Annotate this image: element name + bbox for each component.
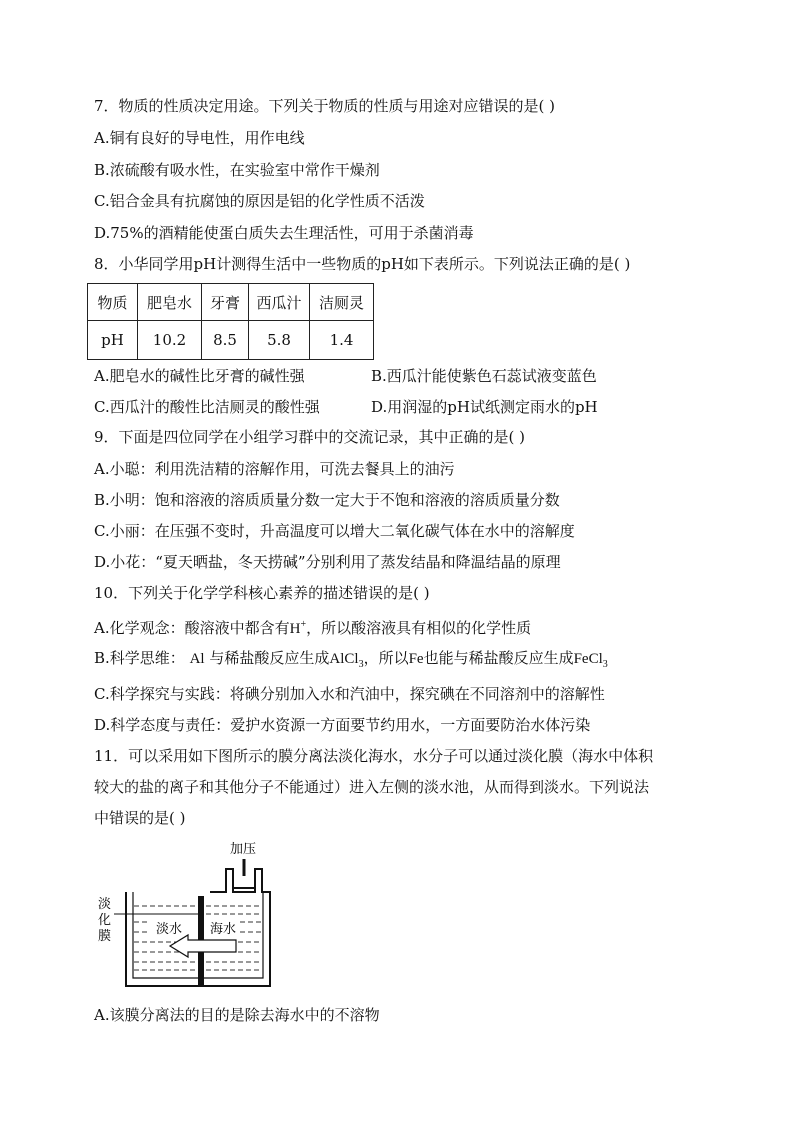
ph-table-value-row: [88, 321, 374, 360]
q10-b-alcl: AlCl: [329, 651, 359, 667]
ph-table-header: 洁厕灵: [310, 284, 374, 321]
q9-option-b: B.小明：饱和溶液的溶质质量分数一定大于不饱和溶液的溶质质量分数: [94, 491, 560, 509]
q7-option-d: D.75%的酒精能使蛋白质失去生理活性，可用于杀菌消毒: [94, 224, 474, 242]
q10-b-fe: Fe: [408, 651, 424, 667]
q8-stem: 8．小华同学用pH计测得生活中一些物质的pH如下表所示。下列说法正确的是( ): [94, 255, 631, 273]
q10-a-tail: ，所以酸溶液具有相似的化学性质: [306, 619, 532, 637]
q11-stem-line2: 较大的盐的离子和其他分子不能通过）进入左侧的淡水池，从而得到淡水。下列说法: [94, 778, 650, 796]
q10-b-fecl: FeCl: [573, 651, 603, 667]
q7-option-b: B.浓硫酸有吸水性，在实验室中常作干燥剂: [94, 161, 380, 179]
q11-stem-line1: 11．可以采用如下图所示的膜分离法淡化海水，水分子可以通过淡化膜（海水中体积: [94, 747, 654, 765]
q8-option-a: A.肥皂水的碱性比牙膏的碱性强: [94, 367, 305, 385]
ph-table: [87, 283, 374, 360]
ph-table-cell: 1.4: [310, 321, 374, 360]
ph-table-header-row: [88, 284, 374, 321]
q9-option-d: D.小花：“夏天晒盐，冬天捞碱”分别利用了蒸发结晶和降温结晶的原理: [94, 553, 561, 571]
ph-table-cell: 5.8: [249, 321, 310, 360]
q10-b-alcl-sub: 3: [358, 659, 364, 670]
membrane-figure: [90, 836, 280, 996]
q10-a-ion-charge: +: [300, 619, 307, 630]
q10-b-al: Al: [189, 651, 205, 667]
q10-option-b: [94, 648, 608, 675]
q8-option-c: C.西瓜汁的酸性比洁厕灵的酸性强: [94, 398, 320, 416]
ph-table-row-label: pH: [88, 321, 138, 360]
q10-option-a: [94, 615, 531, 639]
q11-option-a: A.该膜分离法的目的是除去海水中的不溶物: [94, 1006, 380, 1024]
q8-option-b: B.西瓜汁能使紫色石蕊试液变蓝色: [371, 367, 597, 385]
ph-table-header: 肥皂水: [138, 284, 202, 321]
q8-option-d: D.用润湿的pH试纸测定雨水的pH: [371, 398, 598, 416]
ph-table-header: 物质: [88, 284, 138, 321]
ph-table-cell: 8.5: [202, 321, 249, 360]
q10-b-text: B.科学思维：: [94, 649, 185, 667]
ph-table-cell: 10.2: [138, 321, 202, 360]
q10-a-ion: H: [289, 621, 301, 637]
q10-b-mid1: 与稀盐酸反应生成: [209, 649, 330, 667]
fresh-water-label: 淡水: [156, 922, 183, 937]
q10-stem: 10．下列关于化学学科核心素养的描述错误的是( ): [94, 584, 430, 602]
q10-option-d: D.科学态度与责任：爱护水资源一方面要节约用水，一方面要防治水体污染: [94, 716, 591, 734]
q11-stem-line3: 中错误的是( ): [94, 809, 186, 827]
ph-table-header: 牙膏: [202, 284, 249, 321]
membrane-label: 化: [98, 913, 112, 928]
q10-a-text: A.化学观念：酸溶液中都含有: [94, 619, 290, 637]
q9-option-a: A.小聪：利用洗洁精的溶解作用，可洗去餐具上的油污: [94, 460, 455, 478]
q10-b-mid2: ，所以: [363, 649, 409, 667]
q7-stem: 7．物质的性质决定用途。下列关于物质的性质与用途对应错误的是( ): [94, 97, 556, 115]
q7-option-c: C.铝合金具有抗腐蚀的原因是铝的化学性质不活泼: [94, 192, 425, 210]
q10-b-mid3: 也能与稀盐酸反应生成: [423, 649, 574, 667]
q10-option-c: C.科学探究与实践：将碘分别加入水和汽油中，探究碘在不同溶剂中的溶解性: [94, 685, 605, 703]
membrane-label: 淡: [98, 897, 112, 912]
pressure-label: 加压: [230, 842, 257, 857]
q7-option-a: A.铜有良好的导电性，用作电线: [94, 129, 305, 147]
ph-table-header: 西瓜汁: [249, 284, 310, 321]
q10-b-fecl-sub: 3: [602, 659, 608, 670]
membrane-label: 膜: [98, 929, 112, 944]
q9-option-c: C.小丽：在压强不变时，升高温度可以增大二氧化碳气体在水中的溶解度: [94, 522, 575, 540]
sea-water-label: 海水: [210, 922, 237, 937]
q9-stem: 9．下面是四位同学在小组学习群中的交流记录，其中正确的是( ): [94, 428, 526, 446]
